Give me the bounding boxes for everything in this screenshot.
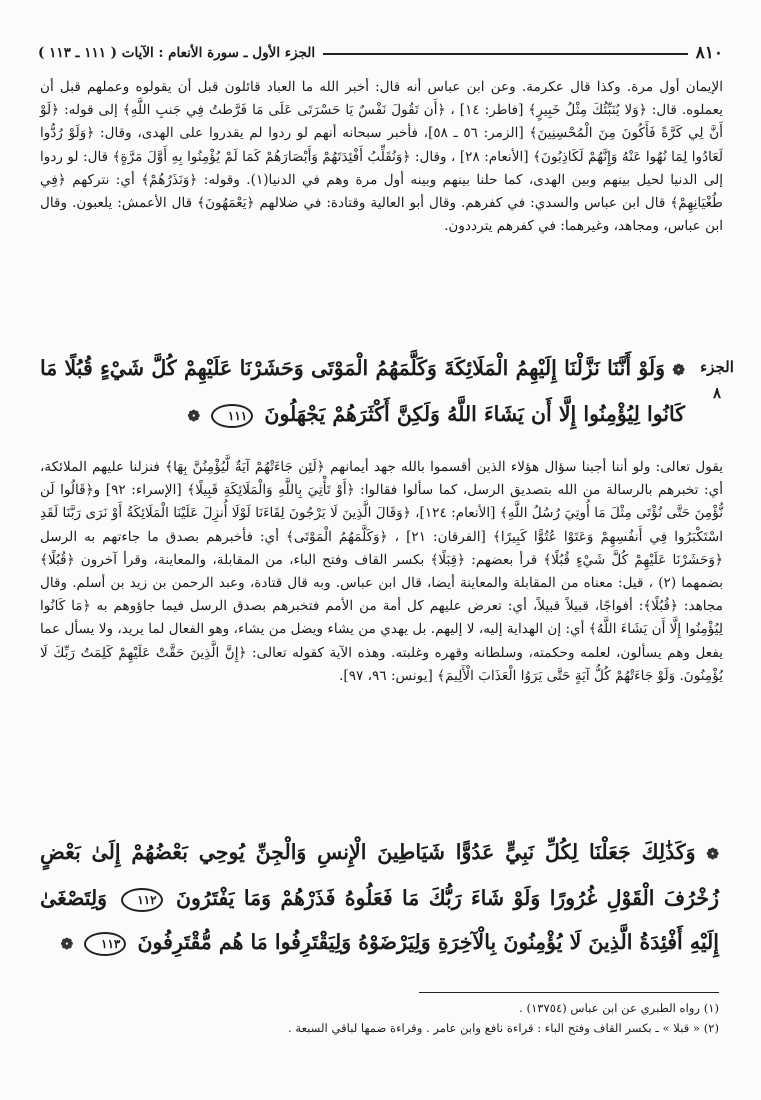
verse-start-ornament: ❁ (706, 845, 719, 863)
running-title: الجزء الأول ـ سورة الأنعام : الآيات ( ١١١ ـ ١١٣ ) (38, 45, 316, 61)
quran-verse-111 (40, 346, 685, 438)
verse-start-ornament: ❁ (672, 361, 685, 379)
footnote-2: (٢) « قبلا » ـ بكسر القاف وفتح الباء : قراءة نافع وابن عامر . وقراءة ضمها لباقي السبعة . (288, 1021, 719, 1035)
quran-verses-112-113 (40, 830, 719, 966)
ayah-number-badge: ١١٣ (84, 932, 126, 956)
ayah-number-badge: ١١٢ (121, 888, 163, 912)
header-rule (323, 53, 687, 55)
page-header (38, 40, 723, 66)
juz-label: الجزء (700, 358, 734, 376)
verse-end-ornament: ❁ (60, 935, 74, 953)
commentary-section-1 (40, 76, 723, 238)
verse-text: وَكَذَٰلِكَ جَعَلْنَا لِكُلِّ نَبِيٍّ عَدُوًّا شَيَاطِينَ الْإِنسِ وَالْجِنِّ يُوحِي بَعْضُهُمْ إِلَىٰ بَعْضٍ زُخْرُفَ الْقَوْلِ غُرُورًا وَلَوْ شَاءَ رَبُّكَ مَا فَعَلُوهُ فَذَرْهُمْ وَمَا يَفْتَرُونَ (40, 840, 720, 910)
ayah-number-badge: ١١١ (211, 404, 253, 428)
footnote-1: (١) رواه الطبري عن ابن عباس (١٣٧٥٤) . (519, 1001, 719, 1015)
verse-end-ornament: ❁ (187, 407, 201, 425)
footnotes (40, 998, 719, 1038)
commentary-section-2 (40, 456, 723, 688)
page-number: ٨١٠ (695, 43, 723, 63)
footnote-rule (419, 992, 719, 993)
verse-text: وَلَوْ أَنَّنَا نَزَّلْنَا إِلَيْهِمُ الْمَلَائِكَةَ وَكَلَّمَهُمُ الْمَوْتَى وَحَشَرْنَا عَلَيْهِمْ كُلَّ شَيْءٍ قُبُلًا مَا كَانُوا لِيُؤْمِنُوا إِلَّا أَن يَشَاءَ اللَّهُ وَلَكِنَّ أَكْثَرَهُمْ يَجْهَلُونَ (40, 356, 685, 426)
commentary-paragraph: الإيمان أول مرة. وكذا قال عكرمة. وعن ابن عباس أنه قال: أخبر الله ما العباد قائلون قبل أن يقولوه وعملهم قبل أن يعملوه. قال: ﴿وَلا يُنَبِّئُكَ مِثْلُ خَبِيرٍ﴾ [فاطر: ١٤] ، ﴿أَن تَقُولَ نَفْسٌ يَا حَسْرَتَى عَلَى مَا فَرَّطتُ فِي جَنبِ اللَّهِ﴾ إلى قوله: ﴿لَوْ أَنَّ لِي كَرَّةً فَأَكُونَ مِنَ الْمُحْسِنِينَ﴾ [الزمر: ٥٦ ـ ٥٨]، فأخبر سبحانه أنهم لو ردوا لم يقدروا على الهدى، وقال: ﴿وَلَوْ رُدُّوا لَعَادُوا لِمَا نُهُوا عَنْهُ وَإِنَّهُمْ لَكَاذِبُونَ﴾ [الأنعام: ٢٨] ، وقال: ﴿وَنُقَلِّبُ أَفْئِدَتَهُمْ وَأَبْصَارَهُمْ كَمَا لَمْ يُؤْمِنُوا بِهِ أَوَّلَ مَرَّةٍ﴾ قال: لو ردوا إلى الدنيا لحيل بينهم وبين الهدى، كما حلنا بينهم وبينه أول مرة وهم في الدنيا(١). وقوله: ﴿وَنَذَرُهُمْ﴾ أي: نتركهم ﴿فِي طُغْيَانِهِمْ﴾ قال ابن عباس والسدي: في كفرهم. وقال أبو العالية وقتادة: في ضلالهم ﴿يَعْمَهُونَ﴾ قال الأعمش: يلعبون. وقال ابن عباس، ومجاهد، وغيرهما: في كفرهم يترددون. (40, 79, 724, 235)
commentary-paragraph: يقول تعالى: ولو أننا أجبنا سؤال هؤلاء الذين أقسموا بالله جهد أيمانهم ﴿لَئِن جَاءَتْهُمْ آيَةٌ لَّيُؤْمِنُنَّ بِهَا﴾ فنزلنا عليهم الملائكة، أي: تخبرهم بالرسالة من الله بتصديق الرسل، كما سألوا فقالوا: ﴿أَوْ تَأْتِيَ بِاللَّهِ وَالْمَلَائِكَةِ قَبِيلًا﴾ [الإسراء: ٩٢] و﴿قَالُوا لَن نُّؤْمِنَ حَتَّى نُؤْتَى مِثْلَ مَا أُوتِيَ رُسُلُ اللَّهِ﴾ [الأنعام: ١٢٤]، ﴿وَقَالَ الَّذِينَ لَا يَرْجُونَ لِقَاءَنَا لَوْلَا أُنزِلَ عَلَيْنَا الْمَلَائِكَةُ أَوْ نَرَى رَبَّنَا لَقَدِ اسْتَكْبَرُوا فِي أَنفُسِهِمْ وَعَتَوْا عُتُوًّا كَبِيرًا﴾ [الفرقان: ٢١] ، ﴿وَكَلَّمَهُمُ الْمَوْتَى﴾ أي: فأخبرهم بصدق ما جاءتهم به الرسل ﴿وَحَشَرْنَا عَلَيْهِمْ كُلَّ شَيْءٍ قُبُلًا﴾ قرأ بعضهم: ﴿قِبَلًا﴾ بكسر القاف وفتح الباء، من المقابلة، والمعاينة، وقرأ آخرون ﴿قُبُلًا﴾ بضمهما (٢) ، قيل: معناه من المقابلة والمعاينة أيضا، قال ابن عباس. وبه قال قتادة، وعبد الرحمن بن زيد بن أسلم. وقال مجاهد: ﴿قُبُلًا﴾: أفواجًا، قبيلاً قبيلاً، أي: تعرض عليهم كل أمة من الأمم فتخبرهم بصدق الرسل فيما جاؤوهم به ﴿مَا كَانُوا لِيُؤْمِنُوا إِلَّا أَن يَشَاءَ اللَّهُ﴾ أي: إن الهداية إليه، لا إليهم. بل يهدي من يشاء ويضل من يشاء، وهو الفعال لما يريد، ولا يسأل عما يفعل وهم يسألون، لعلمه وحكمته، وسلطانه وقهره وغلبته. وهذه الآية كقوله تعالى: ﴿إِنَّ الَّذِينَ حَقَّتْ عَلَيْهِمْ كَلِمَتُ رَبِّكَ لَا يُؤْمِنُونَ. وَلَوْ جَاءَتْهُمْ كُلُّ آيَةٍ حَتَّى يَرَوُا الْعَذَابَ الْأَلِيمَ﴾ [يونس: ٩٦، ٩٧]. (40, 459, 724, 684)
juz-margin-marker (687, 354, 747, 406)
verse-text: وَلِتَصْغَىٰ إِلَيْهِ أَفْئِدَةُ الَّذِينَ لَا يُؤْمِنُونَ بِالْآخِرَةِ وَلِيَرْضَوْهُ وَلِيَقْتَرِفُوا مَا هُم مُّقْتَرِفُونَ (40, 886, 719, 954)
juz-number: ٨ (712, 384, 722, 402)
